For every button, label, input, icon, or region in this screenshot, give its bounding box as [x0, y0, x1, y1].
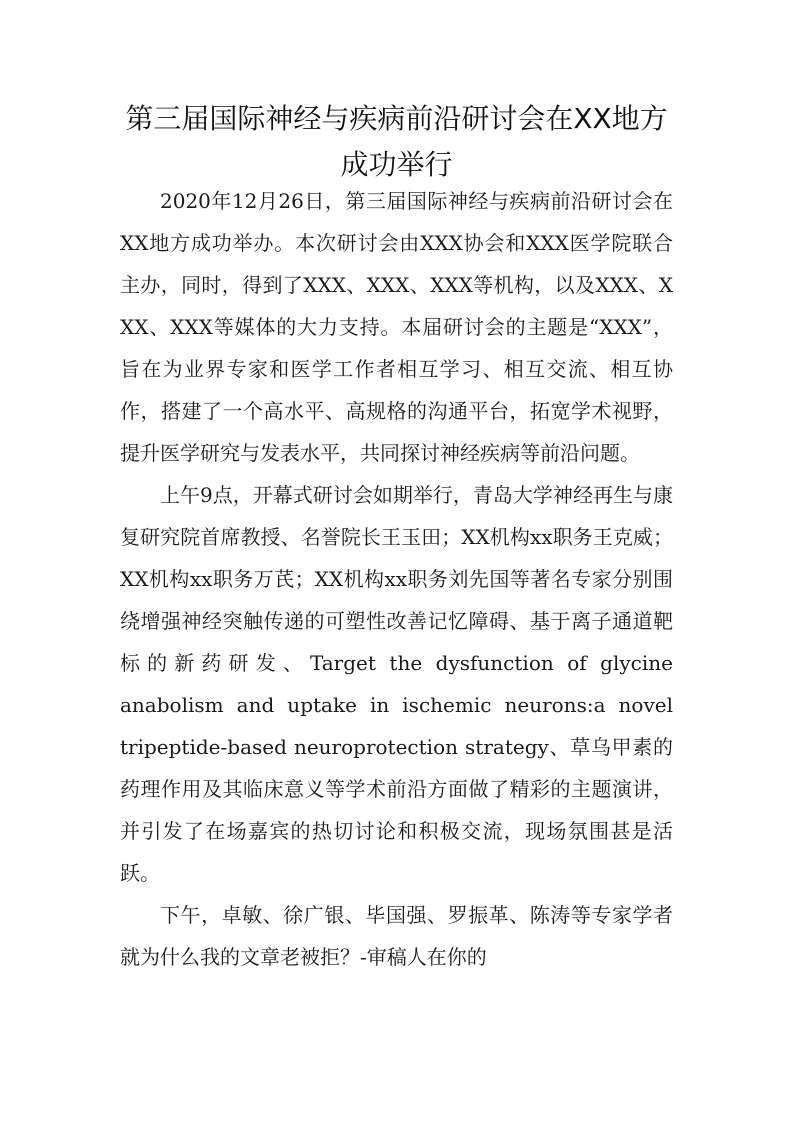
document-title: 第三届国际神经与疾病前沿研讨会在XX地方成功举行 — [125, 102, 668, 181]
paragraph-afternoon-session: 下午，卓敏、徐广银、毕国强、罗振革、陈涛等专家学者就为什么我的文章老被拒？-审稿人在你的 — [120, 903, 673, 969]
paragraph-opening: 2020年12月26日，第三届国际神经与疾病前沿研讨会在XX地方成功举办。本次研讨会由XXX协会和XXX医学院联合主办，同时，得到了XXX、XXX、XXX等机构，以及XXX、XXX、XXX等媒体的大力支持。本届研讨会的主题是“XXX”，旨在为业界专家和医学工作者相互学习、相互交流、相互协作，搭建了一个高水平、高规格的沟通平台，拓宽学术视野，提升医学研究与发表水平，共同探讨神经疾病等前沿问题。 — [120, 189, 673, 465]
document-body — [120, 180, 673, 978]
paragraph-morning-session: 上午9点，开幕式研讨会如期举行，青岛大学神经再生与康复研究院首席教授、名誉院长王玉田；XX机构xx职务王克威；XX机构xx职务万芪；XX机构xx职务刘先国等著名专家分别围绕增强神经突触传递的可塑性改善记忆障碍、基于离子通道靶标的新药研发、Target the dysfunction of glycine anabolism and uptake in ischemic neurons:a novel tripeptide-based neuroprotection strategy、草乌甲素的药理作用及其临床意义等学术前沿方面做了精彩的主题演讲，并引发了在场嘉宾的热切讨论和积极交流，现场氛围甚是活跃。 — [120, 483, 673, 885]
